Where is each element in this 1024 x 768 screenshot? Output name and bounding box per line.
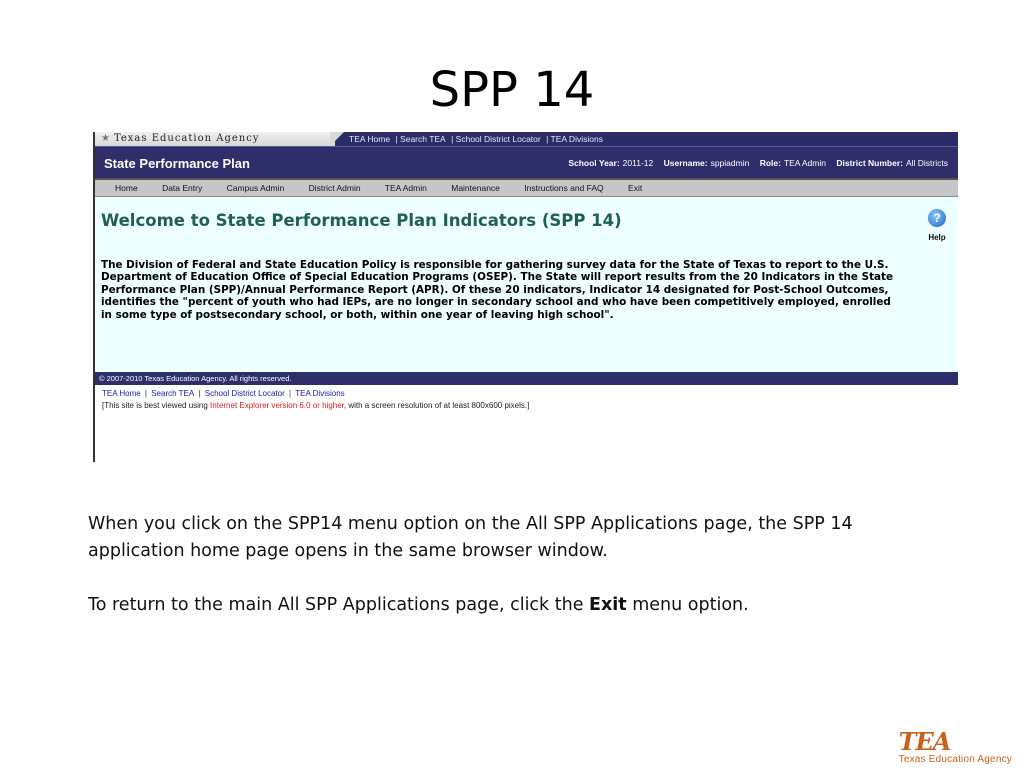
description-paragraph-2 bbox=[88, 592, 938, 619]
help-label[interactable]: Help bbox=[928, 233, 946, 242]
tea-link-home[interactable]: TEA Home bbox=[349, 134, 391, 144]
app-header bbox=[95, 146, 958, 178]
tea-link-search[interactable]: | Search TEA bbox=[395, 134, 446, 144]
browser-screenshot bbox=[93, 132, 958, 462]
separator: | bbox=[196, 389, 203, 398]
menu-item-exit[interactable]: Exit bbox=[628, 183, 643, 193]
description-text-end: menu option. bbox=[626, 595, 749, 615]
footer-link-district-locator[interactable]: School District Locator bbox=[204, 389, 285, 398]
footer-link-tea-divisions[interactable]: TEA Divisions bbox=[295, 389, 345, 398]
star-icon: ★ bbox=[101, 133, 111, 144]
menu-item-instructions-faq[interactable]: Instructions and FAQ bbox=[524, 183, 604, 193]
school-year-label: School Year: bbox=[568, 158, 620, 168]
tea-top-strip bbox=[95, 132, 958, 146]
role-label: Role: bbox=[759, 158, 781, 168]
exit-emphasis: Exit bbox=[589, 595, 627, 615]
menu-item-tea-admin[interactable]: TEA Admin bbox=[384, 183, 427, 193]
tea-logo-text: Texas Education Agency bbox=[113, 133, 260, 144]
menu-item-campus-admin[interactable]: Campus Admin bbox=[226, 183, 285, 193]
app-title: State Performance Plan bbox=[104, 156, 250, 171]
welcome-heading: Welcome to State Performance Plan Indicators (SPP 14) bbox=[101, 211, 622, 230]
intro-paragraph: The Division of Federal and State Education Policy is responsible for gathering survey data for the State of Texas to report to the U.S. Department of Education Office of Special Education Programs (OSEP). The State will report results from the 20 Indicators in the State Performance Plan (SPP)/Annual Performance Report (APR). Of these 20 indicators, Indicator 14 designated for Post-School Outcomes, identifies the "percent of youth who had IEPs, are no longer in secondary school and who have been competitively employed, enrolled in some type of postsecondary school, or both, within one year of leaving high school". bbox=[101, 259, 894, 321]
separator: | bbox=[286, 389, 294, 398]
tea-mark: TEA bbox=[898, 727, 951, 756]
description-paragraph-1: When you click on the SPP14 menu option on the All SPP Applications page, the SPP 14 application home page opens in the same browser window. bbox=[88, 514, 853, 561]
footer-link-tea-home[interactable]: TEA Home bbox=[102, 389, 141, 398]
help-button[interactable] bbox=[922, 209, 952, 245]
browser-note bbox=[95, 398, 958, 410]
tea-name: Texas Education Agency bbox=[898, 754, 1012, 765]
tea-top-links bbox=[349, 132, 606, 146]
footer-links bbox=[95, 385, 958, 398]
main-menu bbox=[95, 178, 958, 197]
note-browser-highlight: Internet Explorer version 6.0 or higher bbox=[210, 401, 344, 410]
tea-link-district-locator[interactable]: | School District Locator bbox=[451, 134, 541, 144]
tea-link-divisions[interactable]: | TEA Divisions bbox=[546, 134, 603, 144]
tea-logo[interactable] bbox=[95, 132, 335, 146]
copyright-bar: © 2007-2010 Texas Education Agency. All rights reserved. bbox=[95, 372, 958, 385]
note-text-end: , with a screen resolution of at least 800x600 pixels.] bbox=[343, 401, 530, 410]
menu-item-district-admin[interactable]: District Admin bbox=[308, 183, 361, 193]
menu-item-home[interactable]: Home bbox=[115, 183, 138, 193]
district-number-label: District Number: bbox=[836, 158, 903, 168]
footer-link-search-tea[interactable]: Search TEA bbox=[151, 389, 195, 398]
main-content bbox=[95, 197, 958, 372]
slide-title: SPP 14 bbox=[429, 62, 595, 118]
district-number-value: All Districts bbox=[905, 158, 948, 168]
help-icon[interactable]: ? bbox=[928, 209, 946, 227]
session-info bbox=[568, 158, 948, 168]
logo-wedge bbox=[330, 132, 344, 146]
description-text-start: To return to the main All SPP Applications page, click the bbox=[88, 595, 590, 615]
note-text-start: [This site is best viewed using bbox=[102, 401, 211, 410]
username-label: Username: bbox=[663, 158, 708, 168]
tea-corner-logo bbox=[898, 727, 1012, 765]
slide-description bbox=[88, 511, 938, 646]
username-value: sppiadmin bbox=[710, 158, 750, 168]
menu-item-data-entry[interactable]: Data Entry bbox=[162, 183, 203, 193]
separator: | bbox=[142, 389, 150, 398]
menu-item-maintenance[interactable]: Maintenance bbox=[451, 183, 500, 193]
role-value: TEA Admin bbox=[783, 158, 826, 168]
school-year-value: 2011-12 bbox=[622, 158, 654, 168]
